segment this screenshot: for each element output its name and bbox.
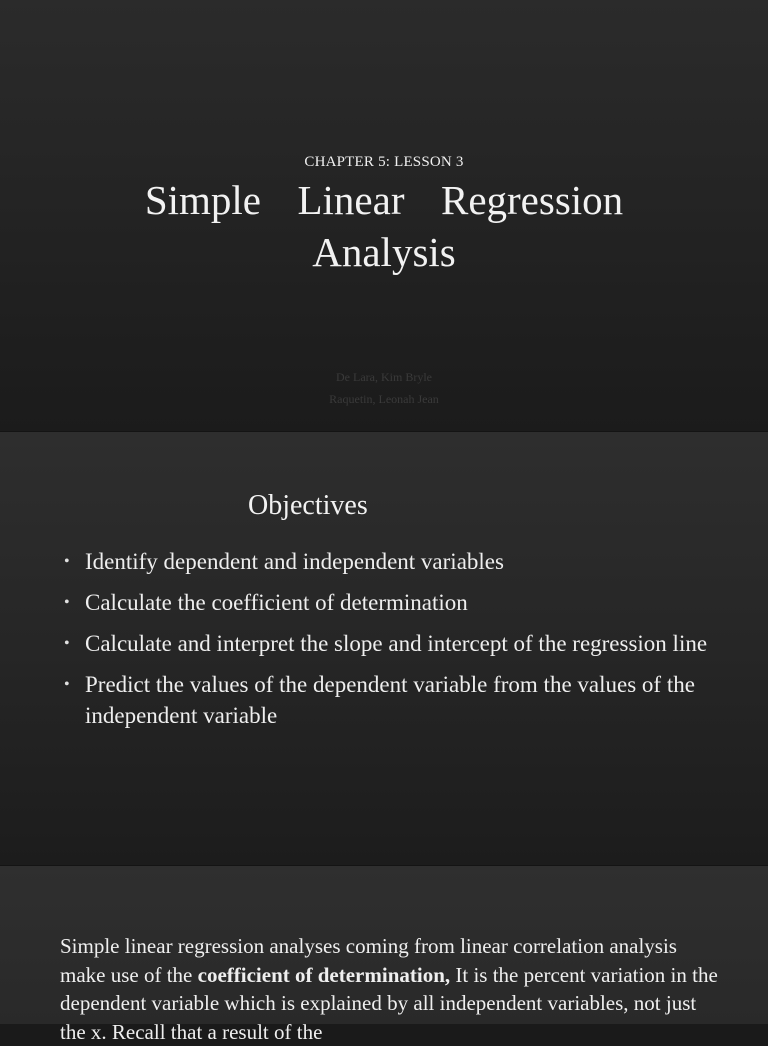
slide-title-line-1: Simple Linear Regression [144,177,624,223]
paragraph-text-end: It is the percent variation in the dependent variable which is explained by all independent variables, not just the x. Recall that a result of the [60,962,718,1044]
slide-title [0,174,768,278]
body-paragraph [60,932,720,1046]
bullet-icon: • [64,594,70,611]
paragraph-text-start: Simple linear regression analyses coming from linear correlation analysis make use of the [60,934,677,987]
list-item-text: Calculate and interpret the slope and intercept of the regression line [85,631,708,656]
list-item-text: Predict the values of the dependent variable from the values of the independent variable [85,672,695,728]
title-slide [0,0,768,432]
list-item [60,587,740,618]
list-item-text: Identify dependent and independent variables [85,549,504,574]
bullet-icon: • [64,676,70,693]
bullet-icon: • [64,635,70,652]
objectives-heading: Objectives [248,490,368,521]
author-line-2: Raquetin, Leonah Jean [329,392,439,406]
bullet-icon: • [64,553,70,570]
content-slide [0,866,768,1044]
list-item [60,669,740,731]
list-item [60,546,740,577]
key-term: coefficient of determination, [197,962,451,987]
author-line-1: De Lara, Kim Bryle [336,370,432,384]
list-item-text: Calculate the coefficient of determination [85,590,468,615]
slide-title-line-2: Analysis [312,229,456,275]
chapter-label: CHAPTER 5: LESSON 3 [304,154,464,170]
objectives-list [60,546,740,741]
list-item [60,628,740,659]
authors [0,366,768,410]
objectives-slide [0,432,768,866]
